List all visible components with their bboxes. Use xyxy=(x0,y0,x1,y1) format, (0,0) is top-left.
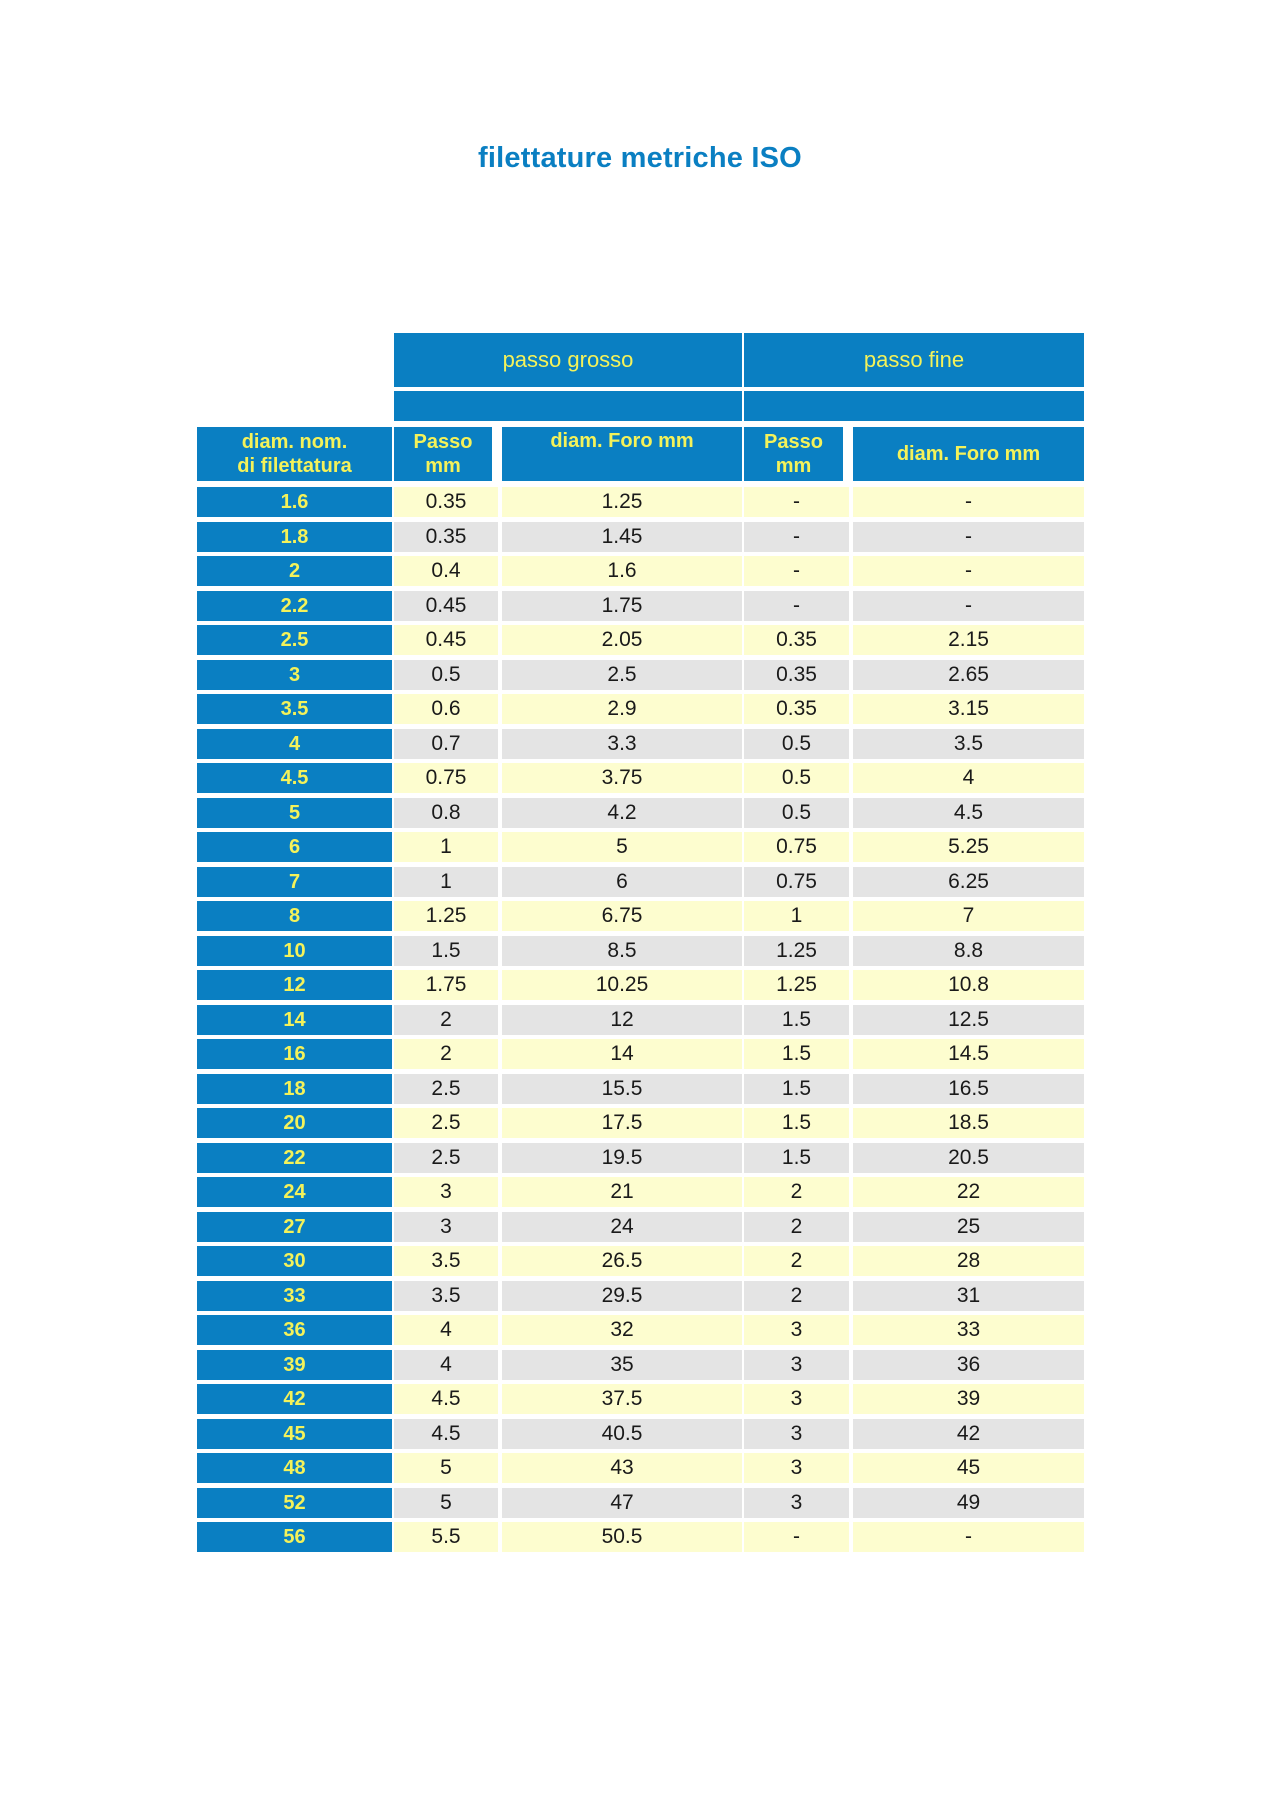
cell-coarse-pitch: 3.5 xyxy=(394,1281,498,1311)
cell-fine-hole: 28 xyxy=(853,1246,1084,1276)
cell-fine-pitch: - xyxy=(744,1522,849,1552)
cell-fine-hole: 5.25 xyxy=(853,832,1084,862)
cell-fine-hole: 39 xyxy=(853,1384,1084,1414)
cell-coarse-pitch: 0.5 xyxy=(394,660,498,690)
cell-diameter: 16 xyxy=(197,1039,392,1069)
cell-fine-pitch: 0.35 xyxy=(744,625,849,655)
cell-diameter: 7 xyxy=(197,867,392,897)
cell-diameter: 42 xyxy=(197,1384,392,1414)
header-rule-coarse-2 xyxy=(498,427,500,481)
cell-fine-pitch: 3 xyxy=(744,1453,849,1483)
cell-diameter: 5 xyxy=(197,798,392,828)
cell-coarse-hole: 3.75 xyxy=(502,763,742,793)
cell-fine-hole: 36 xyxy=(853,1350,1084,1380)
col-header-coarse-pitch-line2: mm xyxy=(425,455,461,477)
cell-diameter: 4.5 xyxy=(197,763,392,793)
cell-fine-pitch: 3 xyxy=(744,1488,849,1518)
cell-fine-hole: - xyxy=(853,1522,1084,1552)
cell-fine-hole: 7 xyxy=(853,901,1084,931)
cell-coarse-hole: 19.5 xyxy=(502,1143,742,1173)
cell-diameter: 24 xyxy=(197,1177,392,1207)
cell-coarse-pitch: 4 xyxy=(394,1315,498,1345)
cell-fine-hole: 4.5 xyxy=(853,798,1084,828)
cell-fine-hole: 42 xyxy=(853,1419,1084,1449)
cell-coarse-hole: 24 xyxy=(502,1212,742,1242)
group-header-spacer-fine xyxy=(744,391,1084,421)
cell-fine-pitch: 0.75 xyxy=(744,867,849,897)
col-header-coarse-pitch xyxy=(394,427,492,481)
cell-diameter: 12 xyxy=(197,970,392,1000)
cell-coarse-pitch: 2.5 xyxy=(394,1074,498,1104)
group-header-coarse: passo grosso xyxy=(394,333,742,387)
cell-fine-pitch: 0.75 xyxy=(744,832,849,862)
group-header-spacer-coarse xyxy=(394,391,742,421)
cell-fine-pitch: - xyxy=(744,487,849,517)
cell-coarse-pitch: 4 xyxy=(394,1350,498,1380)
cell-coarse-hole: 15.5 xyxy=(502,1074,742,1104)
cell-coarse-hole: 1.25 xyxy=(502,487,742,517)
cell-coarse-pitch: 0.6 xyxy=(394,694,498,724)
cell-diameter: 33 xyxy=(197,1281,392,1311)
cell-fine-hole: 2.65 xyxy=(853,660,1084,690)
cell-coarse-pitch: 3 xyxy=(394,1212,498,1242)
cell-fine-hole: 25 xyxy=(853,1212,1084,1242)
cell-fine-pitch: - xyxy=(744,522,849,552)
cell-coarse-hole: 50.5 xyxy=(502,1522,742,1552)
col-header-coarse-hole: diam. Foro mm xyxy=(502,427,742,481)
cell-fine-pitch: 1.5 xyxy=(744,1143,849,1173)
cell-coarse-pitch: 2.5 xyxy=(394,1143,498,1173)
cell-diameter: 39 xyxy=(197,1350,392,1380)
cell-coarse-hole: 12 xyxy=(502,1005,742,1035)
cell-fine-pitch: 1.5 xyxy=(744,1108,849,1138)
cell-coarse-hole: 8.5 xyxy=(502,936,742,966)
cell-coarse-pitch: 1 xyxy=(394,867,498,897)
cell-coarse-pitch: 0.45 xyxy=(394,625,498,655)
cell-fine-pitch: 0.35 xyxy=(744,694,849,724)
cell-diameter: 1.6 xyxy=(197,487,392,517)
cell-coarse-hole: 6.75 xyxy=(502,901,742,931)
col-header-fine-pitch-line2: mm xyxy=(775,455,812,477)
cell-coarse-hole: 3.3 xyxy=(502,729,742,759)
cell-fine-hole: - xyxy=(853,556,1084,586)
cell-coarse-pitch: 0.35 xyxy=(394,522,498,552)
cell-fine-hole: - xyxy=(853,487,1084,517)
cell-diameter: 56 xyxy=(197,1522,392,1552)
cell-fine-hole: 3.5 xyxy=(853,729,1084,759)
cell-fine-hole: 31 xyxy=(853,1281,1084,1311)
cell-fine-pitch: - xyxy=(744,591,849,621)
cell-diameter: 18 xyxy=(197,1074,392,1104)
cell-fine-hole: - xyxy=(853,522,1084,552)
cell-coarse-hole: 14 xyxy=(502,1039,742,1069)
cell-diameter: 48 xyxy=(197,1453,392,1483)
cell-fine-hole: 12.5 xyxy=(853,1005,1084,1035)
cell-coarse-hole: 1.75 xyxy=(502,591,742,621)
cell-coarse-hole: 35 xyxy=(502,1350,742,1380)
col-header-fine-pitch-line1: Passo xyxy=(764,431,823,453)
cell-diameter: 2.2 xyxy=(197,591,392,621)
cell-coarse-hole: 2.5 xyxy=(502,660,742,690)
header-rule-fine-1 xyxy=(845,427,847,481)
cell-coarse-pitch: 3 xyxy=(394,1177,498,1207)
cell-coarse-hole: 21 xyxy=(502,1177,742,1207)
cell-coarse-hole: 17.5 xyxy=(502,1108,742,1138)
cell-fine-pitch: 2 xyxy=(744,1212,849,1242)
cell-fine-pitch: 0.35 xyxy=(744,660,849,690)
cell-coarse-pitch: 0.75 xyxy=(394,763,498,793)
cell-fine-pitch: 0.5 xyxy=(744,729,849,759)
cell-coarse-hole: 32 xyxy=(502,1315,742,1345)
cell-fine-hole: 33 xyxy=(853,1315,1084,1345)
cell-fine-pitch: 3 xyxy=(744,1384,849,1414)
col-header-diameter-line2: di filettatura xyxy=(237,455,352,477)
cell-fine-hole: 4 xyxy=(853,763,1084,793)
cell-diameter: 22 xyxy=(197,1143,392,1173)
cell-fine-pitch: 0.5 xyxy=(744,763,849,793)
cell-coarse-hole: 4.2 xyxy=(502,798,742,828)
cell-diameter: 45 xyxy=(197,1419,392,1449)
cell-fine-hole: 22 xyxy=(853,1177,1084,1207)
cell-fine-hole: 3.15 xyxy=(853,694,1084,724)
cell-coarse-pitch: 0.8 xyxy=(394,798,498,828)
cell-fine-hole: 14.5 xyxy=(853,1039,1084,1069)
cell-coarse-pitch: 5 xyxy=(394,1453,498,1483)
cell-coarse-pitch: 2 xyxy=(394,1005,498,1035)
col-header-diameter xyxy=(197,427,392,481)
cell-diameter: 10 xyxy=(197,936,392,966)
cell-diameter: 3 xyxy=(197,660,392,690)
cell-fine-hole: 45 xyxy=(853,1453,1084,1483)
cell-fine-hole: - xyxy=(853,591,1084,621)
col-header-coarse-pitch-line1: Passo xyxy=(413,431,473,453)
cell-coarse-hole: 1.45 xyxy=(502,522,742,552)
cell-coarse-pitch: 4.5 xyxy=(394,1419,498,1449)
cell-coarse-hole: 2.9 xyxy=(502,694,742,724)
cell-fine-pitch: 1.5 xyxy=(744,1039,849,1069)
cell-diameter: 2.5 xyxy=(197,625,392,655)
cell-fine-pitch: 2 xyxy=(744,1177,849,1207)
cell-fine-pitch: 3 xyxy=(744,1350,849,1380)
cell-coarse-hole: 29.5 xyxy=(502,1281,742,1311)
cell-coarse-hole: 1.6 xyxy=(502,556,742,586)
cell-fine-hole: 20.5 xyxy=(853,1143,1084,1173)
cell-diameter: 4 xyxy=(197,729,392,759)
cell-coarse-pitch: 1.5 xyxy=(394,936,498,966)
cell-diameter: 27 xyxy=(197,1212,392,1242)
cell-diameter: 14 xyxy=(197,1005,392,1035)
cell-coarse-hole: 6 xyxy=(502,867,742,897)
cell-fine-hole: 49 xyxy=(853,1488,1084,1518)
col-header-fine-hole: diam. Foro mm xyxy=(853,427,1084,481)
cell-fine-pitch: 2 xyxy=(744,1281,849,1311)
cell-coarse-pitch: 5.5 xyxy=(394,1522,498,1552)
cell-coarse-pitch: 0.7 xyxy=(394,729,498,759)
cell-coarse-pitch: 1.75 xyxy=(394,970,498,1000)
cell-coarse-pitch: 3.5 xyxy=(394,1246,498,1276)
cell-coarse-pitch: 2 xyxy=(394,1039,498,1069)
cell-coarse-pitch: 5 xyxy=(394,1488,498,1518)
col-header-fine-pitch xyxy=(744,427,843,481)
cell-fine-pitch: 3 xyxy=(744,1419,849,1449)
cell-fine-pitch: 1.5 xyxy=(744,1074,849,1104)
cell-fine-hole: 16.5 xyxy=(853,1074,1084,1104)
page-title: filettature metriche ISO xyxy=(478,142,802,174)
cell-diameter: 20 xyxy=(197,1108,392,1138)
cell-diameter: 1.8 xyxy=(197,522,392,552)
cell-fine-hole: 6.25 xyxy=(853,867,1084,897)
cell-coarse-pitch: 0.45 xyxy=(394,591,498,621)
cell-diameter: 2 xyxy=(197,556,392,586)
cell-diameter: 3.5 xyxy=(197,694,392,724)
cell-coarse-hole: 43 xyxy=(502,1453,742,1483)
cell-fine-hole: 10.8 xyxy=(853,970,1084,1000)
cell-coarse-hole: 2.05 xyxy=(502,625,742,655)
cell-diameter: 8 xyxy=(197,901,392,931)
cell-fine-pitch: 1 xyxy=(744,901,849,931)
cell-diameter: 6 xyxy=(197,832,392,862)
cell-diameter: 30 xyxy=(197,1246,392,1276)
cell-fine-pitch: 0.5 xyxy=(744,798,849,828)
cell-diameter: 36 xyxy=(197,1315,392,1345)
cell-fine-pitch: - xyxy=(744,556,849,586)
cell-fine-hole: 18.5 xyxy=(853,1108,1084,1138)
cell-diameter: 52 xyxy=(197,1488,392,1518)
cell-coarse-pitch: 1.25 xyxy=(394,901,498,931)
cell-coarse-pitch: 1 xyxy=(394,832,498,862)
cell-fine-pitch: 1.25 xyxy=(744,970,849,1000)
cell-coarse-hole: 10.25 xyxy=(502,970,742,1000)
header-rule-fine-2 xyxy=(849,427,851,481)
group-header-fine: passo fine xyxy=(744,333,1084,387)
col-header-diameter-line1: diam. nom. xyxy=(241,431,348,453)
cell-fine-pitch: 1.25 xyxy=(744,936,849,966)
cell-coarse-hole: 40.5 xyxy=(502,1419,742,1449)
cell-coarse-hole: 26.5 xyxy=(502,1246,742,1276)
cell-coarse-pitch: 0.35 xyxy=(394,487,498,517)
cell-coarse-pitch: 4.5 xyxy=(394,1384,498,1414)
cell-fine-hole: 2.15 xyxy=(853,625,1084,655)
cell-coarse-hole: 47 xyxy=(502,1488,742,1518)
cell-fine-hole: 8.8 xyxy=(853,936,1084,966)
header-rule-coarse-1 xyxy=(494,427,496,481)
cell-coarse-hole: 5 xyxy=(502,832,742,862)
cell-coarse-hole: 37.5 xyxy=(502,1384,742,1414)
cell-coarse-pitch: 0.4 xyxy=(394,556,498,586)
cell-coarse-pitch: 2.5 xyxy=(394,1108,498,1138)
cell-fine-pitch: 2 xyxy=(744,1246,849,1276)
cell-fine-pitch: 1.5 xyxy=(744,1005,849,1035)
cell-fine-pitch: 3 xyxy=(744,1315,849,1345)
